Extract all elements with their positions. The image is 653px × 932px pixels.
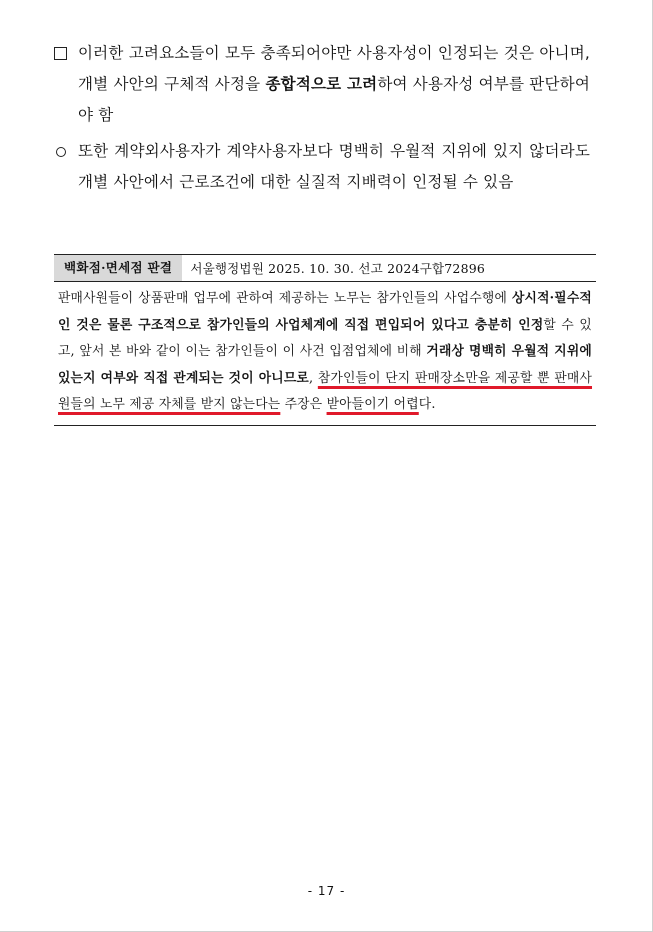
case-citation: 서울행정법원 2025. 10. 30. 선고 2024구합72896 — [190, 261, 486, 276]
underlined-text-segment: 참가인들이 단지 판매장소만을 제공할 뿐 판매사원들의 노무 제공 자체를 받지 않는다는 — [58, 370, 593, 412]
page-number: - 17 - — [307, 884, 346, 898]
underlined-text-segment: 받아들이기 어렵 — [326, 397, 419, 412]
text-segment: 이러한 고려요소들이 모두 충족되어야만 사용자성이 인정되는 것은 아니며, 개별 사안의 구체적 사정을 — [78, 44, 590, 93]
bullet-text — [54, 38, 590, 131]
text-segment: 하여 사용자성 여부를 판단하여야 함 — [78, 75, 590, 124]
text-segment: , — [308, 370, 318, 386]
text-segment: 판매사원들이 상품판매 업무에 관하여 제공하는 노무는 참가인들의 사업수행에 — [58, 291, 512, 306]
bullet-item-2 — [54, 136, 590, 198]
text-segment: 다. — [418, 397, 436, 412]
bold-text-segment: 거래상 명백히 우월적 지위에 있는지 여부와 직접 관계되는 것이 아니므로 — [58, 344, 592, 386]
case-label: 백화점·면세점 판결 — [54, 255, 182, 281]
text-segment: 할 수 있고, 앞서 본 바와 같이 이는 참가인들이 이 사건 입점업체에 비해 — [58, 317, 592, 359]
case-box — [54, 254, 596, 426]
bold-text-segment: 종합적으로 고려 — [265, 75, 378, 93]
text-segment: 또한 계약외사용자가 계약사용자보다 명백히 우월적 지위에 있지 않더라도 개별 사안에서 근로조건에 대한 실질적 지배력이 인정될 수 있음 — [78, 142, 590, 191]
case-body-text — [54, 282, 596, 426]
case-header — [54, 255, 596, 282]
circle-bullet-icon — [54, 136, 74, 168]
text-segment: 주장은 — [280, 397, 327, 412]
bold-text-segment: 상시적·필수적인 것은 물론 구조적으로 참가인들의 사업체계에 직접 편입되어 있다고 충분히 인정 — [58, 291, 592, 333]
square-bullet-icon — [54, 38, 74, 71]
bullet-text — [54, 136, 590, 198]
bullet-item-1 — [54, 38, 590, 131]
